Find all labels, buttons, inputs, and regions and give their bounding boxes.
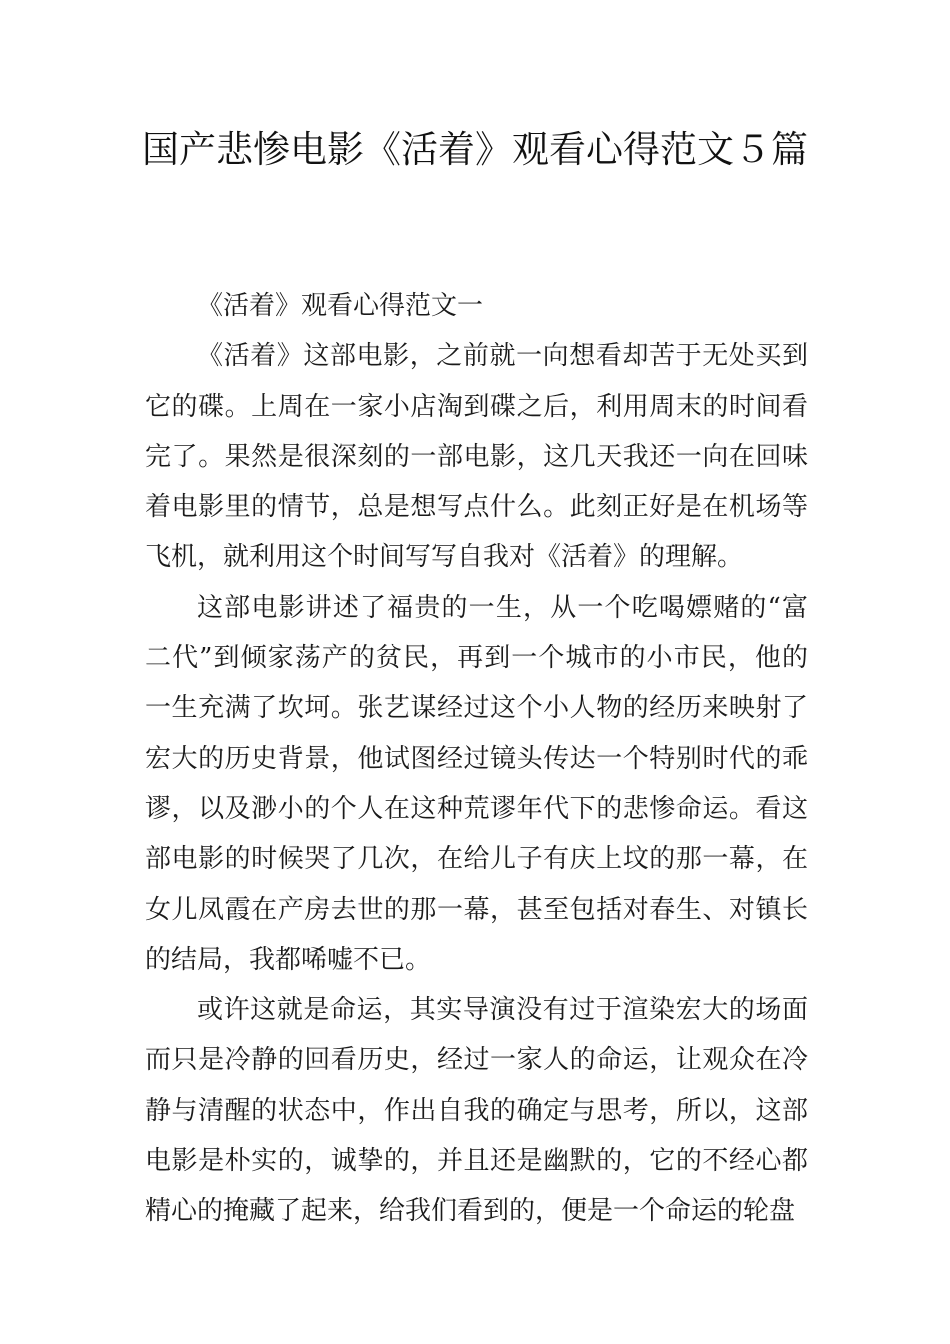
section-heading: 《活着》观看心得范文一: [197, 291, 484, 321]
document-body: [145, 281, 808, 1237]
paragraph: 《活着》这部电影，之前就一向想看却苦于无处买到它的碟。上周在一家小店淘到碟之后，利用周末的时间看完了。果然是很深刻的一部电影，这几天我还一向在回味着电影里的情节，总是想写点什么。此刻正好是在机场等飞机，就利用这个时间写写自我对《活着》的理解。: [145, 341, 808, 573]
paragraph: 这部电影讲述了福贵的一生，从一个吃喝嫖赌的“富二代”到倾家荡产的贫民，再到一个城市的小市民，他的一生充满了坎坷。张艺谋经过这个小人物的经历来映射了宏大的历史背景，他试图经过镜头传达一个特别时代的乖谬，以及渺小的个人在这种荒谬年代下的悲惨命运。看这部电影的时候哭了几次，在给儿子有庆上坟的那一幕，在女儿凤霞在产房去世的那一幕，甚至包括对春生、对镇长的结局，我都唏嘘不已。: [145, 592, 808, 975]
paragraph: 或许这就是命运，其实导演没有过于渲染宏大的场面而只是冷静的回看历史，经过一家人的命运，让观众在冷静与清醒的状态中，作出自我的确定与思考，所以，这部电影是朴实的，诚挚的，并且还是幽默的，它的不经心都精心的掩藏了起来，给我们看到的，便是一个命运的轮盘: [145, 995, 808, 1227]
document-title: 国产悲惨电影《活着》观看心得范文５篇: [142, 128, 808, 171]
